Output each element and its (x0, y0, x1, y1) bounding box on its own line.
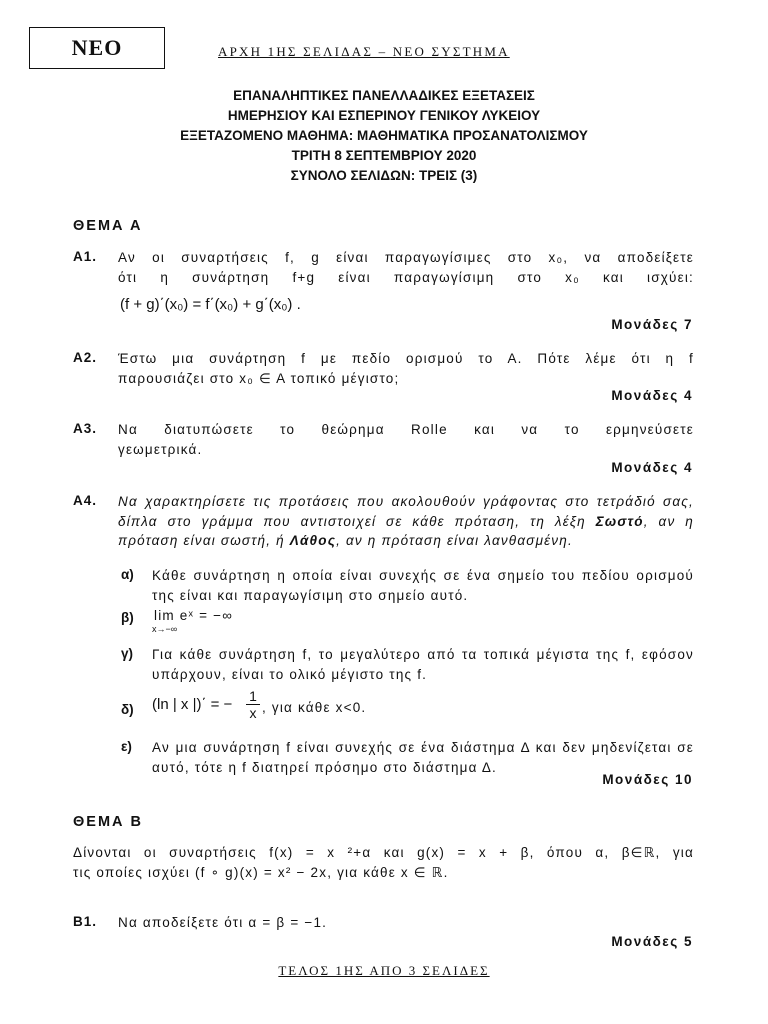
marks-b1: Μονάδες 5 (611, 934, 693, 949)
question-text-a4 (118, 492, 694, 551)
header-line-4: ΤΡΙΤΗ 8 ΣΕΠΤΕΜΒΡΙΟΥ 2020 (291, 148, 477, 163)
item-text-c: Για κάθε συνάρτηση f, το μεγαλύτερο από τα τοπικά μέγιστα της f, εφόσον υπάρχουν, είναι το ολικό μέγιστο της f. (152, 647, 694, 682)
item-formula-d-main: (ln | x |)΄ = − (152, 696, 233, 713)
item-text-e: Αν μια συνάρτηση f είναι συνεχής σε ένα διάστημα Δ και δεν μηδενίζεται σε αυτό, τότε η f διατηρεί πρόσημο στο διάστημα Δ. (152, 740, 694, 775)
a1-line-1: Αν οι συναρτήσεις f, g είναι παραγωγίσιμες στο x₀, να αποδείξετε (118, 250, 694, 265)
exam-header (0, 86, 768, 186)
a1-line-2: ότι η συνάρτηση f+g είναι παραγωγίσιμη στο x₀ και ισχύει: (118, 269, 694, 285)
thema-b-line-2: τις οποίες ισχύει (f ∘ g)(x) = x² − 2x, για κάθε x ∈ ℝ. (73, 864, 449, 880)
a2-line-2: παρουσιάζει στο x₀ ∈ A τοπικό μέγιστο; (118, 370, 400, 386)
neo-badge: ΝΕΟ (29, 27, 165, 69)
a3-line-1: Να διατυπώσετε το θεώρημα Rolle και να το ερμηνεύσετε (118, 422, 694, 437)
a2-line-1: Έστω μια συνάρτηση f με πεδίο ορισμού το Α. Πότε λέμε ότι η f (118, 351, 694, 366)
item-label-c: γ) (121, 646, 134, 661)
thema-b-text (73, 843, 694, 882)
fraction-denominator: x (246, 704, 260, 721)
item-formula-b: lim eˣ = −∞ (154, 608, 234, 623)
question-text-a2 (118, 349, 694, 388)
thema-b-line-1: Δίνονται οι συναρτήσεις f(x) = x ²+α και g(x) = x + β, όπου α, β∈ℝ, για (73, 845, 694, 860)
footer-text: ΤΕΛΟΣ 1ΗΣ ΑΠΟ 3 ΣΕΛΙΔΕΣ (278, 963, 490, 978)
question-label-a4: Α4. (73, 493, 98, 508)
a4-word-correct: Σωστό (595, 513, 644, 529)
question-text-a1 (118, 248, 694, 287)
question-label-a3: Α3. (73, 421, 98, 436)
a3-line-2: γεωμετρικά. (118, 441, 203, 457)
header-line-3: ΕΞΕΤΑΖΟΜΕΝΟ ΜΑΘΗΜΑ: ΜΑΘΗΜΑΤΙΚΑ ΠΡΟΣΑΝΑΤΟΛΙΣΜΟΥ (180, 128, 588, 143)
a4-word-wrong: Λάθος (289, 533, 337, 548)
item-label-e: ε) (121, 739, 132, 754)
question-label-a1: Α1. (73, 249, 98, 264)
marks-a2: Μονάδες 4 (611, 388, 693, 403)
top-page-note: ΑΡΧΗ 1ΗΣ ΣΕΛΙΔΑΣ – ΝΕΟ ΣΥΣΤΗΜΑ (218, 44, 510, 59)
header-line-1: ΕΠΑΝΑΛΗΠΤΙΚΕΣ ΠΑΝΕΛΛΑΔΙΚΕΣ ΕΞΕΤΑΣΕΙΣ (233, 88, 535, 103)
question-text-b1: Να αποδείξετε ότι α = β = −1. (118, 915, 328, 930)
page-footer (0, 963, 768, 979)
marks-a3: Μονάδες 4 (611, 460, 693, 475)
item-label-a: α) (121, 567, 134, 582)
a1-formula: (f + g)΄(x₀) = f΄(x₀) + g΄(x₀) . (120, 296, 301, 313)
item-text-a: Κάθε συνάρτηση η οποία είναι συνεχής σε ένα σημείο του πεδίου ορισμού της είναι και παραγωγίσιμη στο σημείο αυτό. (152, 568, 694, 603)
section-title-a: ΘΕΜΑ Α (73, 218, 143, 234)
item-formula-d-fraction (246, 688, 260, 721)
header-line-2: ΗΜΕΡΗΣΙΟΥ ΚΑΙ ΕΣΠΕΡΙΝΟΥ ΓΕΝΙΚΟΥ ΛΥΚΕΙΟΥ (227, 108, 541, 123)
a4-intro-b: , αν η πρόταση είναι σωστή, ή (118, 513, 694, 548)
question-text-a3 (118, 420, 694, 459)
item-label-d: δ) (121, 702, 134, 717)
a4-intro-c: , αν η πρόταση είναι λανθασμένη. (336, 533, 573, 548)
section-title-b: ΘΕΜΑ Β (73, 814, 143, 830)
question-label-b1: Β1. (73, 914, 98, 929)
marks-a4: Μονάδες 10 (602, 772, 693, 787)
header-line-5: ΣΥΝΟΛΟ ΣΕΛΙΔΩΝ: ΤΡΕΙΣ (3) (290, 168, 478, 183)
item-formula-b-sub: x→−∞ (152, 624, 178, 634)
item-formula-d (152, 696, 232, 713)
a4-intro-a: Να χαρακτηρίσετε τις προτάσεις που ακολουθούν γράφοντας στο τετράδιό σας, δίπλα στο γράμμα που αντιστοιχεί σε κάθε πρόταση, τη λέξη (118, 494, 694, 529)
question-label-a2: Α2. (73, 350, 98, 365)
item-formula-d-tail: , για κάθε x<0. (262, 700, 367, 715)
item-label-b: β) (121, 610, 134, 625)
marks-a1: Μονάδες 7 (611, 317, 693, 332)
fraction-numerator: 1 (249, 688, 257, 704)
